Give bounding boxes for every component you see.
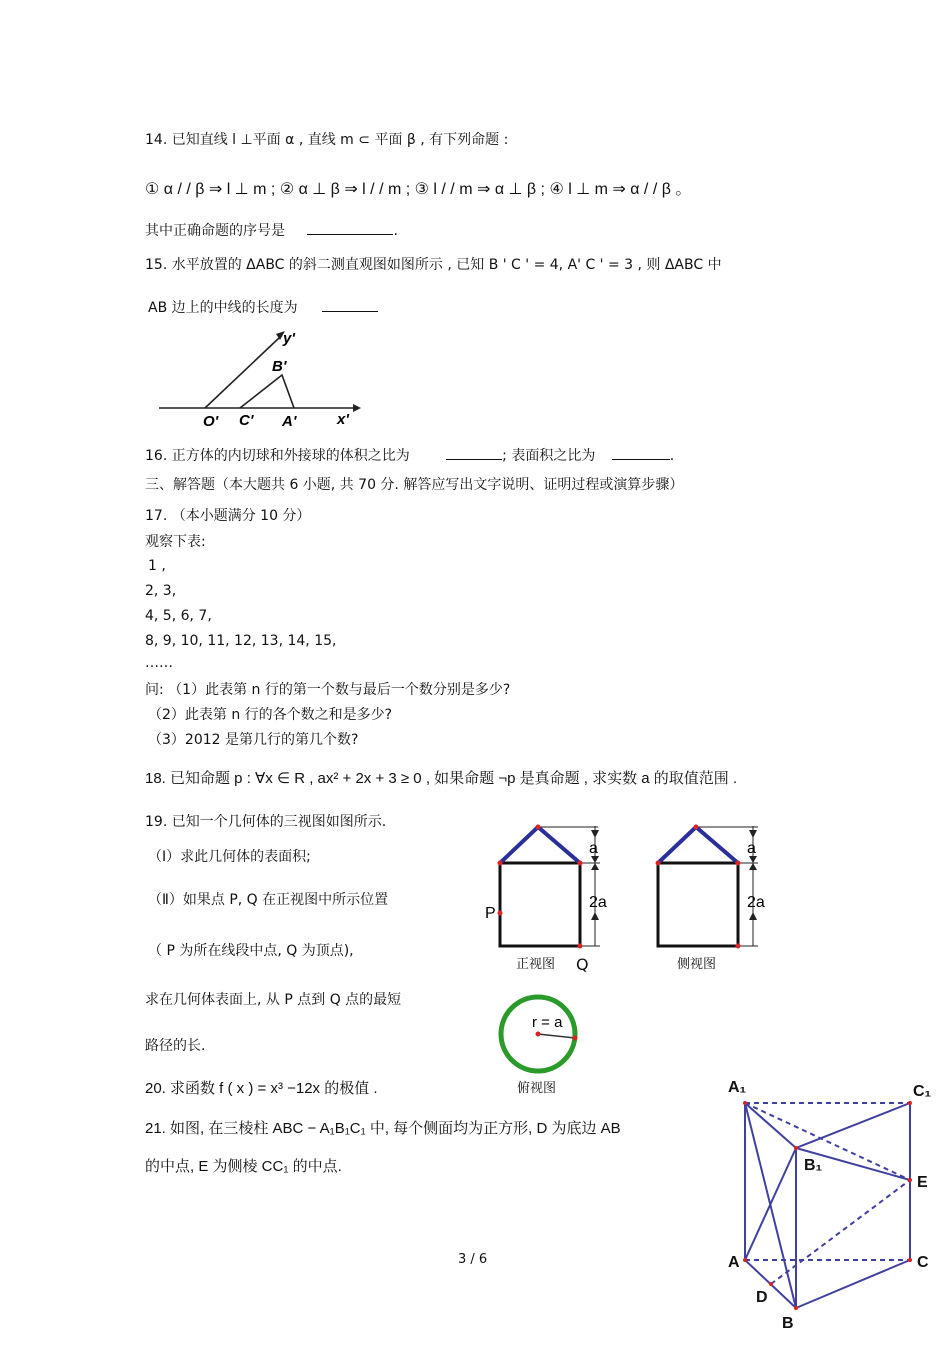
q19-part1: （Ⅰ）求此几何体的表面积; <box>148 849 311 865</box>
q17-row-4: 8, 9, 10, 11, 12, 13, 14, 15, <box>145 633 337 649</box>
y-axis-label: y' <box>283 330 295 347</box>
q15-stem: 15. 水平放置的 ΔABC 的斜二测直观图如图所示 , 已知 B ' C ' = 4, A' C ' = 3 , 则 ΔABC 中 <box>145 257 722 273</box>
q14-stem: 14. 已知直线 l ⊥平面 α , 直线 m ⊂ 平面 β , 有下列命题 : <box>145 132 509 148</box>
q20-text: 20. 求函数 f ( x ) = x³ −12x 的极值 . <box>145 1080 378 1097</box>
label-c: C <box>917 1254 929 1271</box>
front-p-label: P <box>485 905 496 922</box>
side-2a-label: 2a <box>747 894 765 911</box>
point-a-label: A' <box>282 413 297 430</box>
q14-answer-blank[interactable] <box>307 220 393 235</box>
q15-oblique-figure <box>155 325 365 435</box>
q14-answer-line: 其中正确命题的序号是 . <box>145 220 398 240</box>
side-view-caption: 侧视图 <box>677 957 717 972</box>
q19-part2b: （ P 为所在线段中点, Q 为顶点), <box>148 943 354 959</box>
label-e: E <box>917 1174 928 1191</box>
q21-text2: 的中点, E 为侧棱 CC₁ 的中点. <box>145 1158 342 1175</box>
side-roof <box>658 827 738 863</box>
label-a1: A₁ <box>728 1079 747 1096</box>
q17-header: 17. （本小题满分 10 分） <box>145 508 311 524</box>
page-number: 3 / 6 <box>458 1252 488 1267</box>
q14-options: ① α / / β ⇒ l ⊥ m ; ② α ⊥ β ⇒ l / / m ; ③ l / / m ⇒ α ⊥ β ; ④ l ⊥ m ⇒ α / / β 。 <box>145 181 692 198</box>
q19-top-view <box>490 990 590 1080</box>
q19-side-view <box>640 820 780 955</box>
q19-stem: 19. 已知一个几何体的三视图如图所示. <box>145 814 387 830</box>
x-axis-label: x' <box>337 411 349 428</box>
section-3-heading: 三、解答题（本大题共 6 小题, 共 70 分. 解答应写出文字说明、证明过程或演算步骤） <box>145 477 684 493</box>
q15-stem2-line <box>148 297 378 317</box>
q16-text1: 16. 正方体的内切球和外接球的体积之比为 <box>145 448 410 464</box>
point-q-marker <box>578 944 583 949</box>
front-q-label: Q <box>576 955 589 974</box>
q16-blank1[interactable] <box>446 445 502 460</box>
top-r-label: r = a <box>532 1014 563 1031</box>
front-2a-label: 2a <box>589 894 607 911</box>
q16-line: 16. 正方体的内切球和外接球的体积之比为 ; 表面积之比为 . <box>145 445 674 465</box>
q17-row-1: 1 , <box>148 558 166 574</box>
top-view-caption: 俯视图 <box>517 1081 557 1096</box>
q15-stem2: AB 边上的中线的长度为 <box>148 300 298 316</box>
point-c-label: C' <box>239 412 254 429</box>
q16-blank2[interactable] <box>612 445 670 460</box>
q21-text1: 21. 如图, 在三棱柱 ABC − A₁B₁C₁ 中, 每个侧面均为正方形, D 为底边 AB <box>145 1120 621 1137</box>
front-roof <box>500 827 580 863</box>
q16-text2: ; 表面积之比为 <box>502 448 596 464</box>
q17-intro: 观察下表: <box>145 534 206 550</box>
q19-front-view <box>480 820 620 955</box>
top-radius <box>538 1034 575 1038</box>
q19-part2d: 路径的长. <box>145 1038 206 1054</box>
origin-label: O' <box>203 413 219 430</box>
q18-text: 18. 已知命题 p : ∀x ∈ R , ax² + 2x + 3 ≥ 0 , 如果命题 ¬p 是真命题 , 求实数 a 的取值范围 . <box>145 770 738 787</box>
triangle-oblique <box>240 375 294 408</box>
q17-row-3: 4, 5, 6, 7, <box>145 608 212 624</box>
q19-part2c: 求在几何体表面上, 从 P 点到 Q 点的最短 <box>145 992 402 1008</box>
label-a: A <box>728 1254 740 1271</box>
point-p-marker <box>498 911 503 916</box>
label-b1: B₁ <box>804 1157 823 1174</box>
label-c1: C₁ <box>913 1083 932 1100</box>
q15-answer-blank[interactable] <box>322 297 378 312</box>
front-rect <box>500 863 580 946</box>
q17-sub1: 问: （1）此表第 n 行的第一个数与最后一个数分别是多少? <box>145 682 511 698</box>
q19-part2: （Ⅱ）如果点 P, Q 在正视图中所示位置 <box>148 892 389 908</box>
q17-sub3: （3）2012 是第几行的第几个数? <box>148 732 359 748</box>
front-view-caption: 正视图 <box>516 957 556 972</box>
q17-row-ellipsis: …… <box>145 655 173 671</box>
y-axis-line <box>205 337 280 408</box>
front-a-label: a <box>589 840 598 857</box>
label-b: B <box>782 1315 794 1332</box>
side-rect <box>658 863 738 946</box>
q17-row-2: 2, 3, <box>145 583 177 599</box>
q17-sub2: （2）此表第 n 行的各个数之和是多少? <box>148 707 393 723</box>
side-a-label: a <box>747 840 756 857</box>
point-b-label: B' <box>272 358 287 375</box>
q21-prism-figure <box>720 1070 945 1335</box>
q14-answer-prompt: 其中正确命题的序号是 <box>145 223 285 239</box>
label-d: D <box>756 1289 768 1306</box>
x-axis-arrow <box>353 404 361 412</box>
